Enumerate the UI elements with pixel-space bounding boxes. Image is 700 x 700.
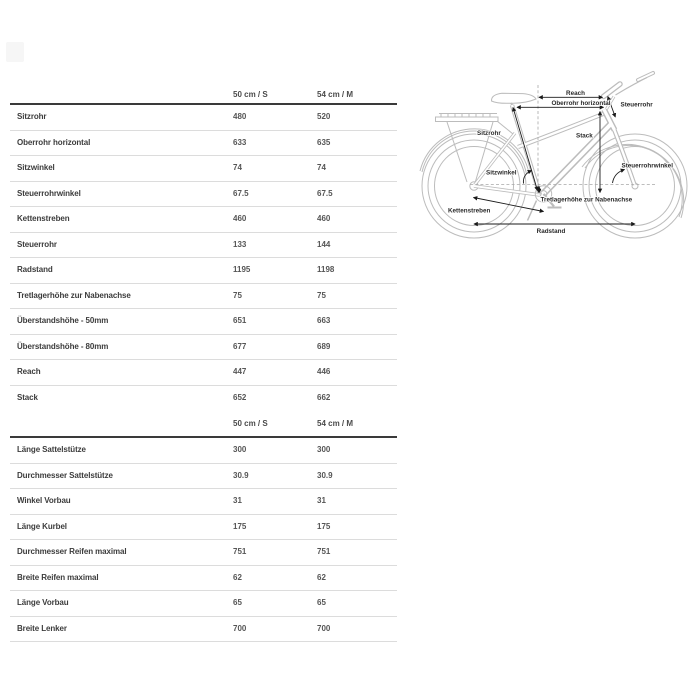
row-value-s: 633 (233, 137, 247, 147)
row-value-m: 300 (317, 445, 331, 455)
row-value-s: 74 (233, 163, 242, 173)
table-row (10, 207, 397, 233)
faint-logo-mark (6, 42, 24, 62)
row-label: Breite Reifen maximal (17, 572, 99, 582)
row-value-s: 31 (233, 496, 242, 506)
row-label: Länge Vorbau (17, 598, 69, 608)
row-value-s: 300 (233, 445, 247, 455)
row-value-m: 67.5 (317, 188, 333, 198)
table-row (10, 591, 397, 617)
component-spec-section (10, 410, 397, 642)
row-value-s: 30.9 (233, 470, 249, 480)
row-label: Länge Sattelstütze (17, 445, 86, 455)
row-value-s: 67.5 (233, 188, 249, 198)
row-value-m: 65 (317, 598, 326, 608)
table-row (10, 360, 397, 386)
frame-geometry-rows (10, 105, 397, 410)
table-header-row (10, 85, 397, 105)
row-label: Steuerrohr (17, 239, 57, 249)
label-steuerrohrwinkel: Steuerrohrwinkel (621, 162, 673, 170)
row-value-s: 1195 (233, 265, 251, 275)
table-row (10, 335, 397, 361)
label-tretlagerhoehe: Tretlagerhöhe zur Nabenachse (540, 196, 633, 204)
row-value-m: 751 (317, 547, 331, 557)
table-row (10, 156, 397, 182)
table-row (10, 309, 397, 335)
header-size-m: 54 cm / M (317, 89, 354, 99)
row-value-m: 460 (317, 214, 331, 224)
row-value-s: 677 (233, 341, 247, 351)
label-kettenstreben: Kettenstreben (448, 207, 491, 215)
table-row (10, 284, 397, 310)
row-label: Breite Lenker (17, 623, 67, 633)
header-size-m: 54 cm / M (317, 418, 354, 428)
row-value-m: 175 (317, 521, 331, 531)
row-label: Länge Kurbel (17, 521, 67, 531)
row-value-m: 31 (317, 496, 326, 506)
row-label: Überstandshöhe - 80mm (17, 341, 109, 351)
table-row (10, 386, 397, 411)
geometry-table (10, 85, 397, 642)
label-steuerrohr: Steuerrohr (620, 101, 653, 109)
row-label: Tretlagerhöhe zur Nabenachse (17, 290, 131, 300)
row-value-s: 700 (233, 623, 247, 633)
table-row (10, 540, 397, 566)
row-value-m: 30.9 (317, 470, 333, 480)
component-spec-rows (10, 438, 397, 642)
row-label: Überstandshöhe - 50mm (17, 316, 109, 326)
row-label: Oberrohr horizontal (17, 137, 91, 147)
row-label: Steuerrohrwinkel (17, 188, 81, 198)
row-value-s: 651 (233, 316, 247, 326)
header-size-s: 50 cm / S (233, 89, 268, 99)
row-label: Sitzwinkel (17, 163, 55, 173)
table-row (10, 131, 397, 157)
table-row (10, 233, 397, 259)
row-label: Sitzrohr (17, 112, 47, 122)
row-value-m: 62 (317, 572, 326, 582)
header-size-s: 50 cm / S (233, 418, 268, 428)
label-sitzrohr: Sitzrohr (477, 130, 501, 137)
row-value-m: 700 (317, 623, 331, 633)
row-value-m: 446 (317, 367, 331, 377)
table-header-row (10, 410, 397, 438)
table-row (10, 258, 397, 284)
table-row (10, 617, 397, 643)
row-value-s: 133 (233, 239, 247, 249)
row-value-m: 75 (317, 290, 326, 300)
bike-geometry-diagram (412, 58, 700, 248)
row-label: Durchmesser Sattelstütze (17, 470, 113, 480)
row-value-m: 74 (317, 163, 326, 173)
table-row (10, 566, 397, 592)
label-oberrohr-horizontal: Oberrohr horizontal (551, 100, 611, 108)
diagram-labels (448, 90, 673, 235)
row-value-m: 1198 (317, 265, 335, 275)
row-value-s: 460 (233, 214, 247, 224)
row-label: Radstand (17, 265, 53, 275)
table-row (10, 464, 397, 490)
row-value-s: 65 (233, 598, 242, 608)
row-label: Winkel Vorbau (17, 496, 71, 506)
table-row (10, 105, 397, 131)
row-value-s: 751 (233, 547, 247, 557)
row-value-s: 62 (233, 572, 242, 582)
frame-geometry-section (10, 85, 397, 410)
row-label: Stack (17, 392, 38, 402)
label-reach: Reach (566, 90, 585, 97)
row-value-m: 689 (317, 341, 331, 351)
row-value-s: 652 (233, 392, 247, 402)
row-value-m: 663 (317, 316, 331, 326)
table-row (10, 438, 397, 464)
table-row (10, 489, 397, 515)
row-value-s: 75 (233, 290, 242, 300)
dimension-arrows (474, 97, 636, 225)
row-value-s: 175 (233, 521, 247, 531)
row-value-s: 447 (233, 367, 247, 377)
label-sitzwinkel: Sitzwinkel (486, 169, 517, 177)
row-value-m: 662 (317, 392, 331, 402)
label-stack: Stack (576, 132, 593, 140)
row-value-s: 480 (233, 112, 247, 122)
row-value-m: 635 (317, 137, 331, 147)
row-label: Kettenstreben (17, 214, 70, 224)
label-radstand: Radstand (536, 228, 566, 235)
row-label: Durchmesser Reifen maximal (17, 547, 127, 557)
table-row (10, 515, 397, 541)
row-value-m: 144 (317, 239, 331, 249)
table-row (10, 182, 397, 208)
row-value-m: 520 (317, 112, 331, 122)
row-label: Reach (17, 367, 41, 377)
